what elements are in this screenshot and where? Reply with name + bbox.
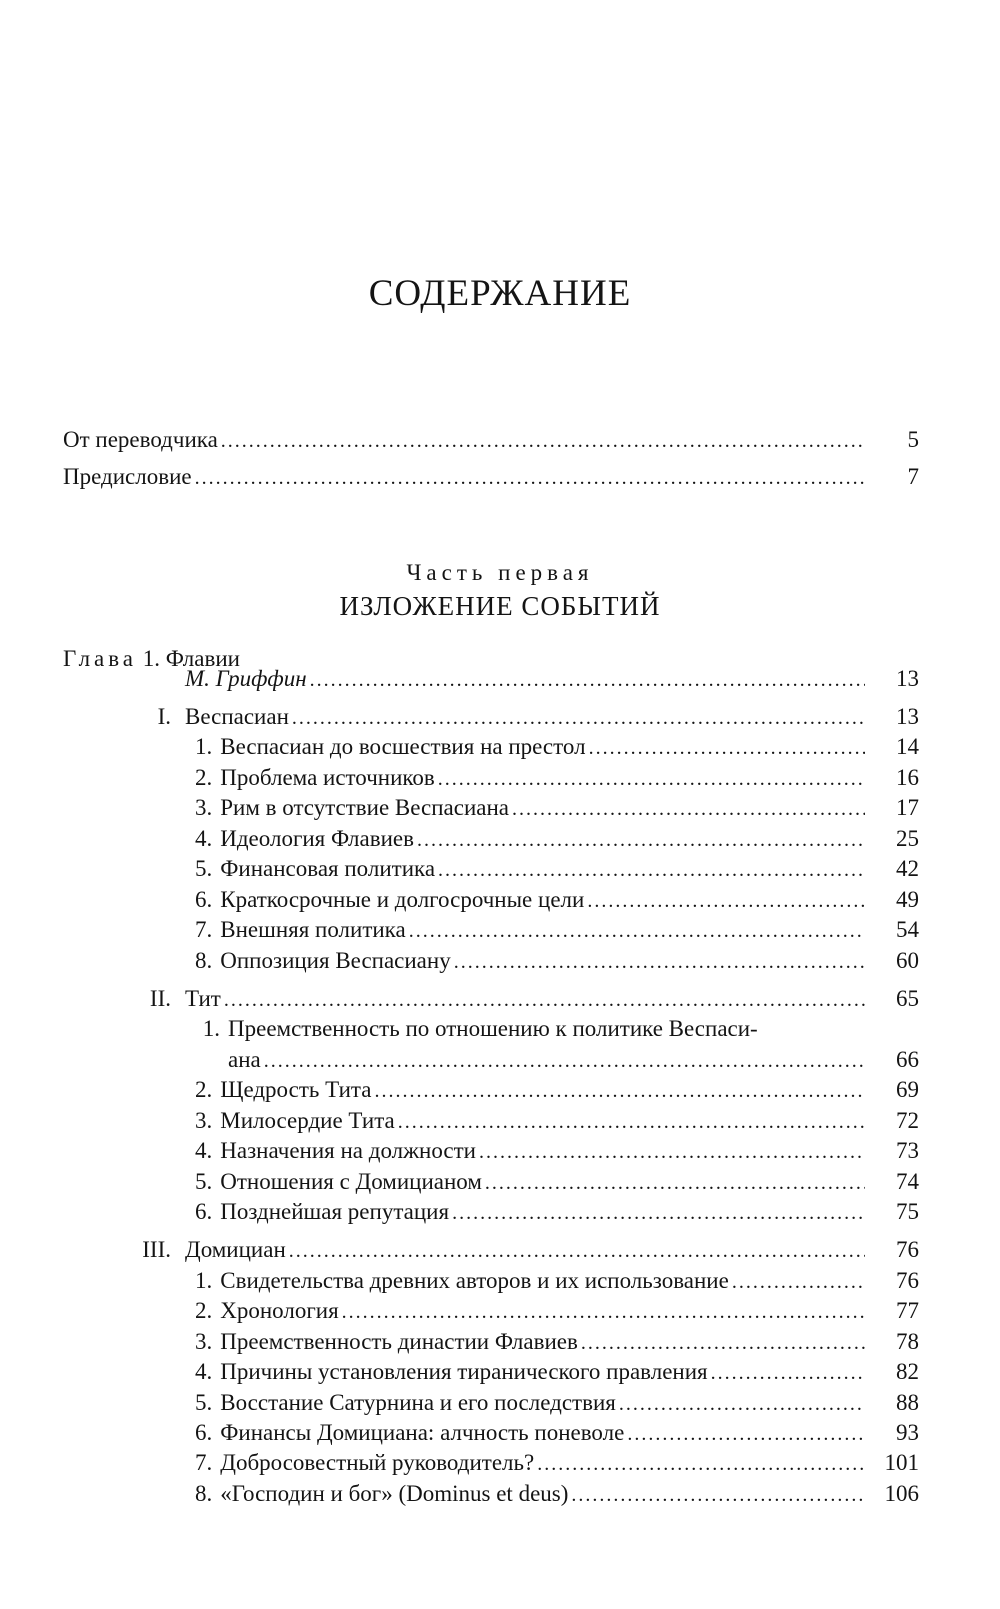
dot-leader xyxy=(409,917,865,945)
chapter-title: Флавии xyxy=(165,646,240,671)
toc-entry-page: 82 xyxy=(896,1359,919,1384)
toc-entry-page: 60 xyxy=(896,948,919,973)
chapter-number: 1. xyxy=(142,646,161,671)
toc-item-number: 6. xyxy=(195,1420,213,1445)
toc-item-number: 8. xyxy=(195,1481,213,1506)
toc-entry-page: 77 xyxy=(896,1298,919,1323)
toc-entry-title: Позднейшая репутация xyxy=(220,1199,450,1224)
dot-leader xyxy=(454,948,865,976)
toc-item[interactable] xyxy=(195,733,919,761)
dot-leader xyxy=(221,427,865,455)
dot-leader xyxy=(711,1359,865,1387)
toc-item[interactable] xyxy=(195,1389,919,1417)
toc-entry-title: Финансы Домициана: алчность поневоле xyxy=(220,1420,625,1445)
toc-entry-page: 74 xyxy=(896,1169,919,1194)
toc-entry-page: 17 xyxy=(896,795,919,820)
toc-item-number: 1. xyxy=(202,1016,220,1041)
toc-item-number: 5. xyxy=(195,1390,213,1415)
chapter-label: Глава xyxy=(63,646,138,671)
part-label: Часть первая xyxy=(406,560,594,585)
toc-entry-title: «Господин и бог» (Dominus et deus) xyxy=(220,1481,569,1506)
toc-entry-page: 13 xyxy=(896,666,919,691)
part-title: ИЗЛОЖЕНИЕ СОБЫТИЙ xyxy=(339,591,661,621)
toc-entry-page: 75 xyxy=(896,1199,919,1224)
dot-leader xyxy=(452,1199,865,1227)
toc-entry-title: Назначения на должности xyxy=(220,1138,476,1163)
toc-entry-page: 72 xyxy=(896,1108,919,1133)
toc-entry-page: 66 xyxy=(896,1047,919,1072)
toc-item[interactable] xyxy=(195,1107,919,1135)
dot-leader xyxy=(342,1298,865,1326)
toc-entry-title: Хронология xyxy=(220,1298,339,1323)
toc-entry-page: 88 xyxy=(896,1390,919,1415)
dot-leader xyxy=(479,1138,865,1166)
toc-item-number: 1. xyxy=(195,734,213,759)
toc-entry-page: 49 xyxy=(896,887,919,912)
chapter-author: М. Гриффин xyxy=(185,666,307,691)
toc-item[interactable] xyxy=(195,825,919,853)
toc-entry-page: 65 xyxy=(896,986,919,1011)
dot-leader xyxy=(292,704,865,732)
dot-leader xyxy=(310,666,865,694)
toc-entry-title: Оппозиция Веспасиану xyxy=(220,948,451,973)
dot-leader xyxy=(398,1108,865,1136)
toc-entry-title: Веспасиан xyxy=(185,704,289,729)
toc-item-number: 4. xyxy=(195,1138,213,1163)
toc-entry-page: 101 xyxy=(884,1450,919,1475)
toc-entry-page: 13 xyxy=(896,704,919,729)
toc-item[interactable] xyxy=(195,1137,919,1165)
toc-entry-page: 16 xyxy=(896,765,919,790)
dot-leader xyxy=(732,1268,865,1296)
toc-entry-title: Отношения с Домицианом xyxy=(220,1169,482,1194)
toc-entry-title: Милосердие Тита xyxy=(220,1108,395,1133)
toc-entry-title: Домициан xyxy=(185,1237,286,1262)
toc-entry-preface[interactable] xyxy=(63,463,919,491)
toc-entry-title: Проблема источников xyxy=(220,765,435,790)
toc-item[interactable] xyxy=(195,1358,919,1386)
toc-entry-page: 106 xyxy=(884,1481,919,1506)
toc-entry-title: Внешняя политика xyxy=(220,917,406,942)
toc-item[interactable] xyxy=(195,764,919,792)
toc-item-number: 5. xyxy=(195,856,213,881)
toc-entry-page: 25 xyxy=(896,826,919,851)
dot-leader xyxy=(195,464,865,492)
toc-item[interactable] xyxy=(195,1198,919,1226)
toc-item[interactable] xyxy=(195,886,919,914)
toc-entry-title: Преемственность династии Флавиев xyxy=(220,1329,578,1354)
toc-item[interactable] xyxy=(195,1419,919,1447)
toc-item[interactable] xyxy=(195,855,919,883)
toc-item-number: 6. xyxy=(195,1199,213,1224)
dot-leader xyxy=(512,795,865,823)
dot-leader xyxy=(438,856,865,884)
toc-item-number: 4. xyxy=(195,1359,213,1384)
dot-leader xyxy=(374,1077,865,1105)
toc-entry-title: Восстание Сатурнина и его последствия xyxy=(220,1390,616,1415)
dot-leader xyxy=(485,1169,865,1197)
toc-item-number: 3. xyxy=(195,1329,213,1354)
toc-entry-title: Веспасиан до восшествия на престол xyxy=(220,734,586,759)
toc-item[interactable] xyxy=(195,1449,919,1477)
toc-item-number: 7. xyxy=(195,1450,213,1475)
toc-item-number: 2. xyxy=(195,765,213,790)
toc-entry-page: 14 xyxy=(896,734,919,759)
toc-entry-title: Идеология Флавиев xyxy=(220,826,414,851)
toc-entry-page: 76 xyxy=(896,1237,919,1262)
toc-item[interactable] xyxy=(195,916,919,944)
toc-item[interactable] xyxy=(195,947,919,975)
toc-entry-title: Свидетельства древних авторов и их использование xyxy=(220,1268,729,1293)
toc-item-number: 5. xyxy=(195,1169,213,1194)
toc-entry-page: 42 xyxy=(896,856,919,881)
toc-item[interactable] xyxy=(195,1328,919,1356)
toc-item-number: 3. xyxy=(195,795,213,820)
dot-leader xyxy=(571,1481,865,1509)
toc-item-number: 1. xyxy=(195,1268,213,1293)
toc-entry-title: Рим в отсутствие Веспасиана xyxy=(220,795,510,820)
section-numeral: II. xyxy=(149,986,171,1011)
toc-item-number: 2. xyxy=(195,1298,213,1323)
section-numeral: I. xyxy=(157,704,171,729)
toc-entry-title: Добросовестный руководитель? xyxy=(220,1450,535,1475)
dot-leader xyxy=(619,1390,865,1418)
toc-entry-title: Причины установления тиранического правления xyxy=(220,1359,708,1384)
toc-item-number: 7. xyxy=(195,917,213,942)
toc-entry-title: Тит xyxy=(185,986,221,1011)
toc-item[interactable] xyxy=(195,1168,919,1196)
toc-item-number: 3. xyxy=(195,1108,213,1133)
toc-section-vespasian[interactable] xyxy=(185,703,919,731)
toc-item[interactable] xyxy=(195,1480,919,1508)
toc-entry-page: 73 xyxy=(896,1138,919,1163)
dot-leader xyxy=(417,826,865,854)
dot-leader xyxy=(581,1329,865,1357)
toc-item-number: 6. xyxy=(195,887,213,912)
dot-leader xyxy=(264,1047,865,1075)
toc-item[interactable] xyxy=(195,1297,919,1325)
toc-entry-title: Щедрость Тита xyxy=(220,1077,372,1102)
toc-entry-title: Финансовая политика xyxy=(220,856,436,881)
toc-entry-title: От переводчика xyxy=(63,427,218,452)
toc-item-number: 4. xyxy=(195,826,213,851)
toc-entry-title: Краткосрочные и долгосрочные цели xyxy=(220,887,585,912)
toc-item-number: 8. xyxy=(195,948,213,973)
toc-item[interactable] xyxy=(195,794,919,822)
section-numeral: III. xyxy=(142,1237,171,1262)
dot-leader xyxy=(537,1450,865,1478)
dot-leader xyxy=(589,734,865,762)
toc-entry-page: 78 xyxy=(896,1329,919,1354)
toc-entry-author[interactable] xyxy=(185,665,919,693)
toc-section-titus[interactable] xyxy=(185,985,919,1013)
toc-entry-translator[interactable] xyxy=(63,426,919,454)
toc-entry-page: 69 xyxy=(896,1077,919,1102)
dot-leader xyxy=(289,1237,865,1265)
toc-item[interactable] xyxy=(195,1076,919,1104)
toc-entry-page: 93 xyxy=(896,1420,919,1445)
toc-entry-title-continuation: ана xyxy=(228,1047,261,1072)
toc-item[interactable] xyxy=(228,1046,919,1074)
toc-entry-page: 76 xyxy=(896,1268,919,1293)
toc-entry-page: 54 xyxy=(896,917,919,942)
toc-entry-page: 7 xyxy=(907,464,919,489)
page-title: СОДЕРЖАНИЕ xyxy=(368,273,632,314)
toc-entry-title: Преемственность по отношению к политике Веспаси- xyxy=(228,1016,758,1041)
dot-leader xyxy=(438,765,865,793)
dot-leader xyxy=(587,887,865,915)
toc-item-number: 2. xyxy=(195,1077,213,1102)
toc-entry-title: Предисловие xyxy=(63,464,192,489)
toc-section-domitian[interactable] xyxy=(185,1236,919,1264)
toc-item[interactable] xyxy=(195,1267,919,1295)
dot-leader xyxy=(224,986,865,1014)
toc-item-first-line[interactable] xyxy=(195,1015,758,1043)
toc-entry-page: 5 xyxy=(907,427,919,452)
dot-leader xyxy=(627,1420,865,1448)
